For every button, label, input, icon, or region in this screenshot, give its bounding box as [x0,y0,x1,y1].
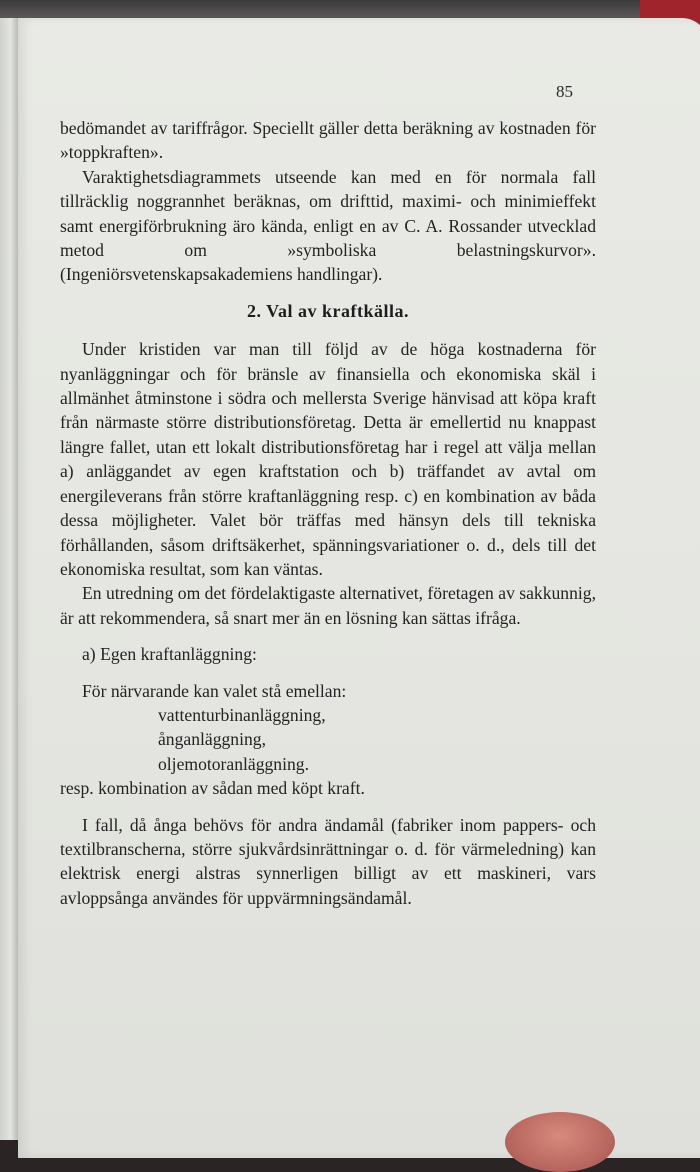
section-heading: 2. Val av kraftkälla. [246,300,410,321]
paragraph-kombination: resp. kombination av sådan med köpt kraft. [60,778,365,799]
option-angananlaggning: ånganläggning, [158,729,266,750]
previous-page-edge [0,18,18,1140]
page-number: 85 [556,82,573,101]
paragraph-anga: I fall, då ånga behövs för andra ändamål (fabriker inom pappers- och textilbranscherna, större sjukvårdsinrättningar o. d. för värmeledning) kan elektrisk energi alstras synnerligen billigt av ett maskineri, vars avloppsånga användes för uppvärmningsändamål. [60,814,596,908]
page-text [60,116,596,910]
paragraph-varaktighet: Varaktighetsdiagrammets utseende kan med en för normala fall tillräcklig noggrannhet beräknas, om drifttid, maximi- och minimieffekt samt energiförbrukning äro kända, enligt en av C. A. Rossander utvecklad metod om »symboliska belastningskurvor». (Ingeniörsvetenskapsakademiens handlingar). [60,166,596,285]
subheading-egen-kraftanlaggning: a) Egen kraftanläggning: [82,644,257,665]
paragraph-continuation: bedömandet av tariffrågor. Speciellt gäller detta beräkning av kostnaden för »toppkraften». [60,118,596,163]
paragraph-kristiden: Under kristiden var man till följd av de höga kostnaderna för nyanläggningar och för bränsle av finansiella och ekonomiska skäl i allmänhet åtminstone i södra och mellersta Sverige hänvisad att köpa kraft från närmaste större distributionsföretag. Detta är emellertid nu knappast längre fallet, utan ett lokalt distributionsföretag har i regel att välja mellan a) anläggandet av egen kraftstation och b) träffandet av avtal om energileverans från större kraftanläggning resp. c) en kombination av båda dessa möjligheter. Valet bör träffas med hänsyn dels till tekniska förhållanden, såsom driftsäkerhet, spänningsvariationer o. d., dels till det ekonomiska resultat, som kan väntas. [60,339,596,579]
paragraph-valet: För närvarande kan valet stå emellan: [82,680,347,701]
option-oljemotor: oljemotoranläggning. [158,753,309,774]
paragraph-utredning: En utredning om det fördelaktigaste alternativet, företagen av sakkunnig, är att rekommendera, så snart mer än en lösning kan sättas ifråga. [60,583,596,628]
book-page [18,18,700,1158]
thumb [505,1112,615,1172]
option-vattenturbin: vattenturbinanläggning, [158,704,326,725]
